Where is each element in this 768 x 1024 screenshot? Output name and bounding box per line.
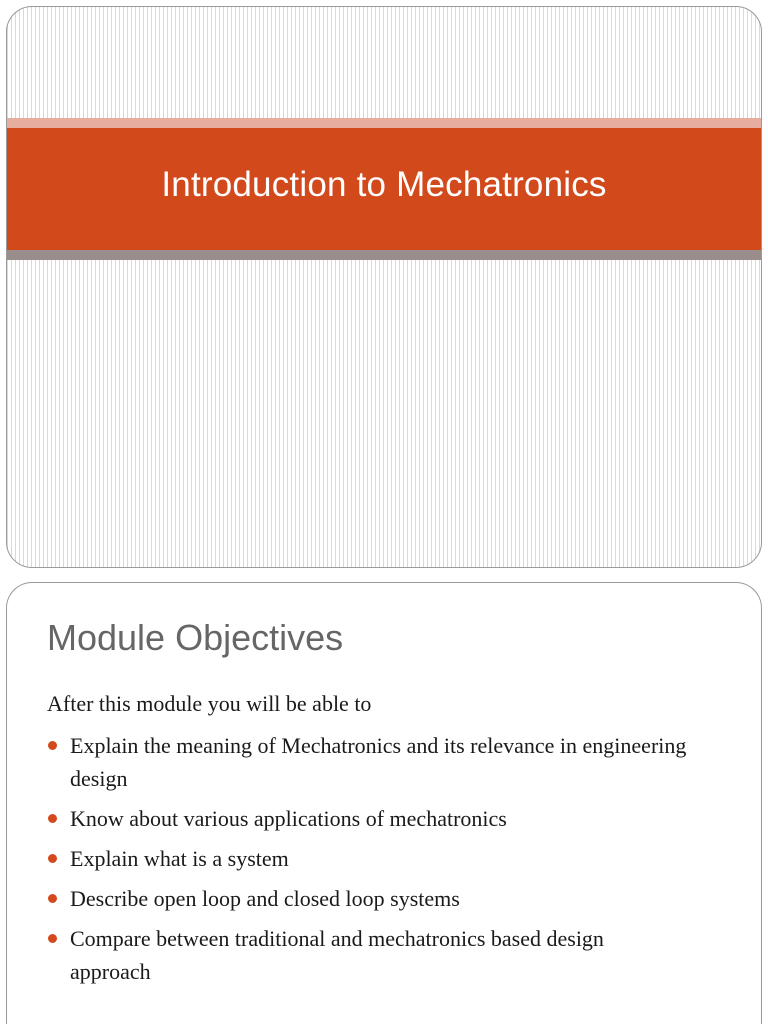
bullet-dot-icon [48,741,57,750]
slide-title: Introduction to Mechatronics [161,165,607,204]
objectives-list [47,729,687,995]
title-slide [6,6,762,568]
title-band-top-stripe [7,118,761,128]
objective-text: Explain what is a system [70,846,289,871]
bullet-dot-icon [48,894,57,903]
objectives-heading: Module Objectives [47,617,344,658]
objective-item [47,729,687,795]
objective-item [47,882,687,915]
objectives-intro: After this module you will be able to [47,691,372,716]
objective-item [47,802,687,835]
objective-text: Know about various applications of mechatronics [70,806,507,831]
bullet-dot-icon [48,814,57,823]
objective-text: Describe open loop and closed loop systems [70,886,460,911]
objective-text: Compare between traditional and mechatronics based design approach [70,926,604,984]
bullet-dot-icon [48,934,57,943]
title-band [7,128,761,250]
bullet-dot-icon [48,854,57,863]
title-band-bottom-stripe [7,250,761,260]
objective-text: Explain the meaning of Mechatronics and its relevance in engineering design [70,733,687,791]
objectives-slide [6,582,762,1024]
objective-item [47,842,687,875]
objective-item [47,922,687,988]
